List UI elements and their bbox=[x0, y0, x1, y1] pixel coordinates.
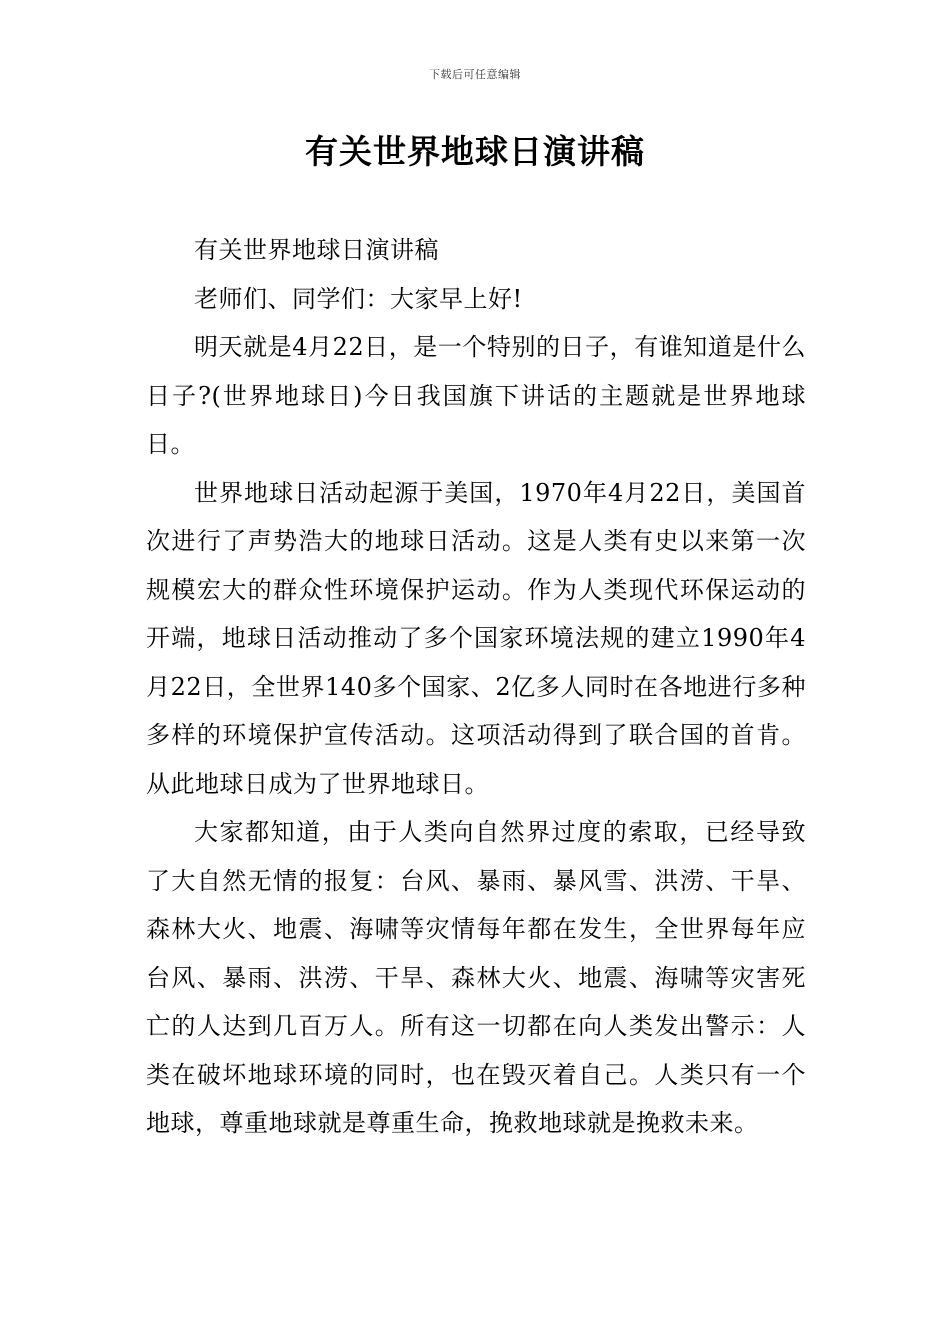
paragraph-subtitle: 有关世界地球日演讲稿 bbox=[194, 236, 439, 264]
document-title: 有关世界地球日演讲稿 bbox=[305, 132, 645, 171]
paragraph-disasters: 大家都知道，由于人类向自然界过度的索取，已经导致了大自然无情的报复：台风、暴雨、暴风雪、洪涝、干旱、森林大火、地震、海啸等灾情每年都在发生，全世界每年应台风、暴雨、洪涝、干旱、森林大火、地震、海啸等灾害死亡的人达到几百万人。所有这一切都在向人类发出警示：人类在破坏地球环境的同时，也在毁灭着自己。人类只有一个地球，尊重地球就是尊重生命，挽救地球就是挽救未来。 bbox=[146, 818, 806, 1137]
document-body bbox=[146, 226, 806, 1148]
paragraph-history: 世界地球日活动起源于美国，1970年4月22日，美国首次进行了声势浩大的地球日活动。这是人类有史以来第一次规模宏大的群众性环境保护运动。作为人类现代环保运动的开端，地球日活动推动了多个国家环境法规的建立1990年4月22日，全世界140多个国家、2亿多人同时在各地进行多种多样的环境保护宣传活动。这项活动得到了联合国的首肯。从此地球日成为了世界地球日。 bbox=[146, 478, 806, 798]
paragraph-greeting: 老师们、同学们：大家早上好! bbox=[194, 284, 523, 313]
paragraph-intro: 明天就是4月22日，是一个特别的日子，有谁知道是什么日子?(世界地球日)今日我国旗下讲话的主题就是世界地球日。 bbox=[146, 333, 806, 458]
header-note: 下载后可任意编辑 bbox=[429, 68, 521, 81]
